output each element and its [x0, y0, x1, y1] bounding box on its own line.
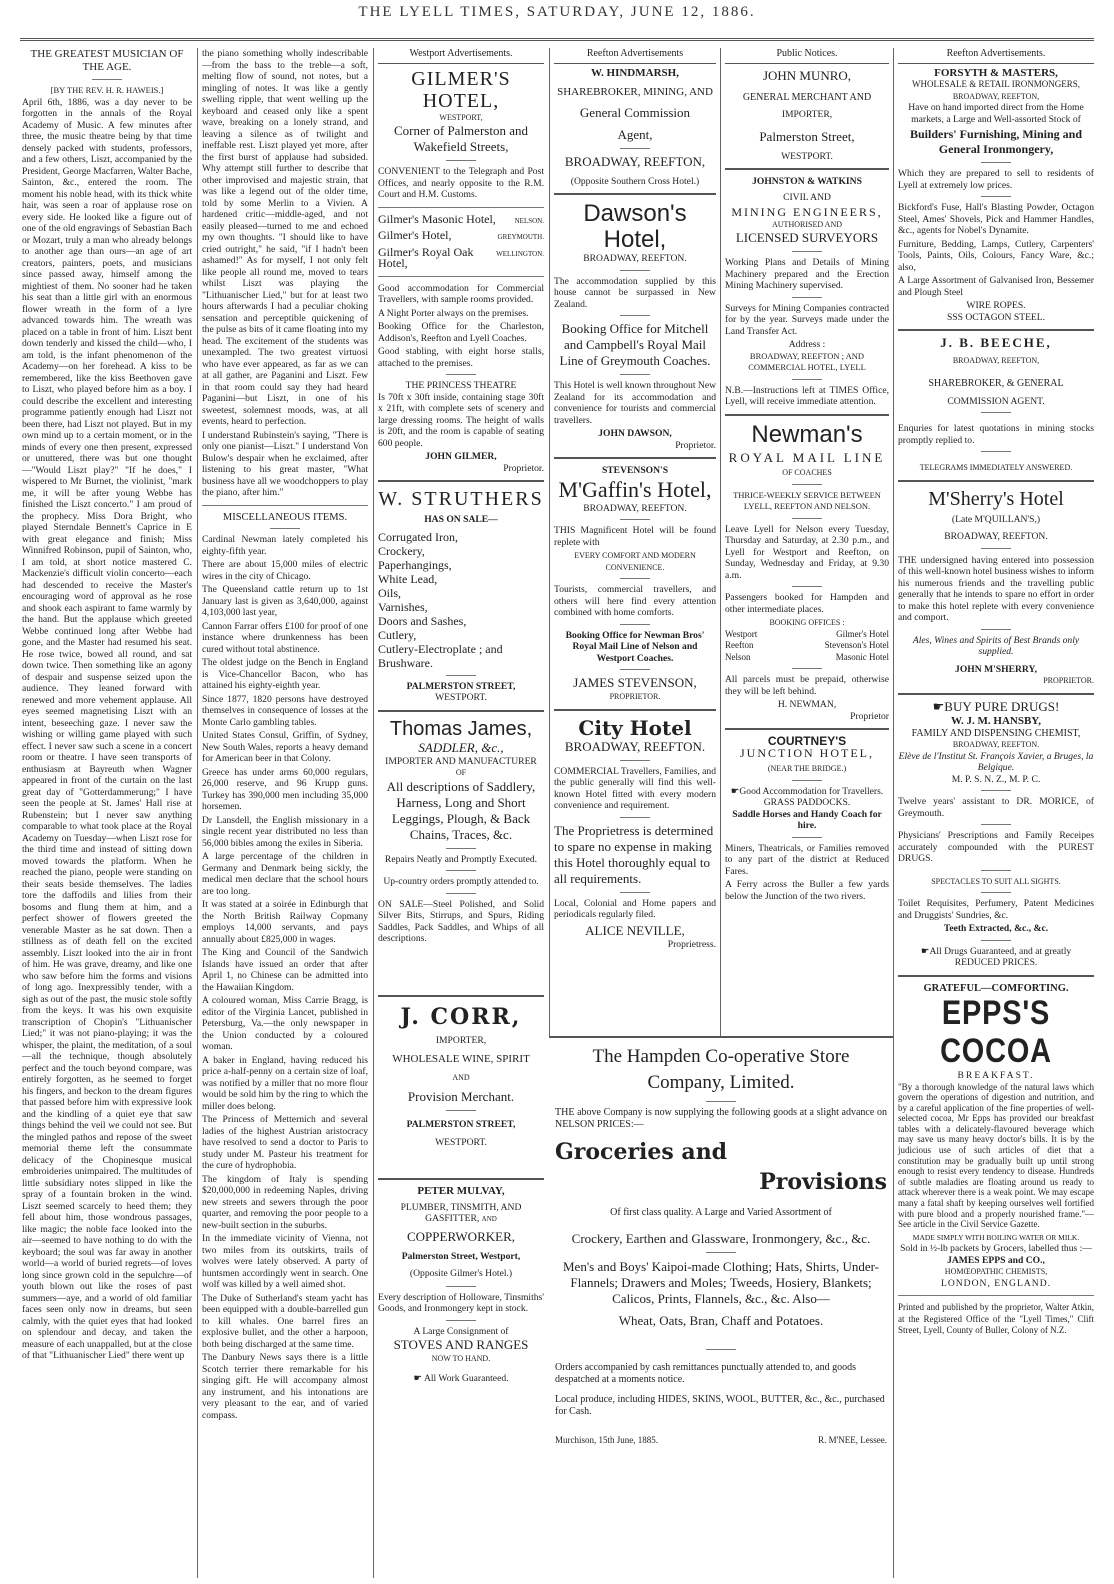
- hansby-title: W. J. M. HANSBY,: [951, 715, 1041, 727]
- beeche-body: Enquries for latest quotations in mining stocks promptly replied to.: [898, 423, 1094, 446]
- misc-item: A coloured woman, Miss Carrie Bragg, is editor of the Virginia Lancet, published in Petersburg, Va.—the only newspaper in the Union conducted by a coloured woman.: [202, 995, 368, 1052]
- epps-body: "By a thorough knowledge of the natural laws which govern the operations of digestion and nutrition, and by a careful application of the fine properties of well-selected cocoa, Mr Epps has provided our breakfast tables with a delicately-flavoured beverage which may save us many heavy doctor's bills. It is by the judicious use of such articles of diet that a constitution may be gradually built up until strong enough to resist every tendency to disease. Hundreds of subtle maladies are floating around us ready to attack wherever there is a weak point. We may escape many a fatal shaft by keeping ourselves well fortified with pure blood and a properly nourished frame."—See article in the Civil Service Gazette.: [898, 1081, 1094, 1230]
- hansby-top: [898, 698, 1094, 714]
- newman-line: OF COACHES: [782, 468, 832, 477]
- hindmarsh-addr: BROADWAY, REEFTON,: [564, 153, 706, 169]
- masthead-title: THE LYELL TIMES, SATURDAY, JUNE 12, 1886.: [358, 4, 756, 20]
- gilmer-body: CONVENIENT to the Telegraph and Post Offices, and nearly opposite to the R.M. Court and H.M. Customs.: [378, 166, 544, 200]
- hindmarsh-trade: SHAREBROKER, MINING, AND: [557, 86, 713, 98]
- mulvay-line: NOW TO HAND.: [431, 1354, 491, 1363]
- hansby-line: Elève de l'Institut St. François Xavier, a Bruges, la Belgique.: [898, 750, 1094, 773]
- misc-item: It was stated at a soirée in Edinburgh that the North British Railway Copmany employs 14,000 servants, and pays annually about £825,000 in wages.: [202, 899, 368, 945]
- james-body: All descriptions of Saddlery, Harness, Long and Short Leggings, Plough, & Back Chains, Traces, &c.: [386, 778, 536, 842]
- hansby-line: M. P. S. N. Z., M. P. C.: [951, 773, 1041, 785]
- pointing-hand-icon: ☛: [413, 1372, 423, 1384]
- reefton-ads-column: [554, 48, 717, 950]
- mulvay-role: COPPERWORKER,: [407, 1228, 515, 1244]
- munro-line: Palmerston Street,: [759, 128, 855, 144]
- office-hotel: Masonic Hotel: [835, 651, 889, 662]
- corr-title: J. CORR,: [400, 1003, 522, 1030]
- article-paragraph: the piano something wholly indescribable—from the bass to the treble—a soft, melting flow of sound, not notes, but a mingling of notes. It was like a gently swelling ripple, that went welling up the keyboard and ceased only like a spent wave, breaking on a lonely strand, and leaving a silence as of twilight and ineffable rest. Liszt played yet more, after the first burst of applause had subsided. Why attempt still further to describe that other improvised and majestic strain, that was like a legend out of the older time, told by some Merlin to a Vivien. A hardened critic—middle-aged, and not easily pleased—turned to me and echoed my own thoughts. "I should like to have cried outright," he said, "if I hadn't been ashamed!" As for myself, I not only felt like people all round me, moved to tears whilst Liszt was playing the "Lithuanischer Lied," but for at least two hours afterwards I had a peculiar choking sensation and perceptible quickening of the pulse as bits of it came floating into my head. The excitement of the students was unexampled. The two greatest virtuosi who have ever appeared, as far as we can at all gather, are Paganini and Liszt. Few in that room could say they had heard Paganini—but Liszt, in one of his sweetest, solemnest moods, was, at all events, heard to perfection.: [202, 48, 368, 427]
- misc-title: MISCELLANEOUS ITEMS.: [222, 511, 348, 523]
- dawson-booking: Booking Office for Mitchell and Campbell's Royal Mail Line of Greymouth Coaches.: [559, 321, 711, 368]
- epps-title: EPPS'S COCOA: [940, 994, 1052, 1070]
- msherry-body: THE undersigned having entered into possession of this well-known hotel business wishes to inform his numerous friends and the travelling public generally that he intends to spare no effort in order to make this hotel replete with every convenience and comport.: [898, 554, 1094, 623]
- mgaffin-body: THIS Magnificent Hotel will be found replete with: [554, 525, 716, 548]
- misc-item: The Danbury News says there is a little Scotch terrier there remarkable for his singing gift. He will accompany almost any instrument, and his intonations are very pleasant to the ear, and of varied compass.: [202, 1352, 368, 1421]
- courtney-line: (NEAR THE BRIDGE.): [767, 764, 847, 773]
- gilmer-branch: [378, 244, 544, 270]
- mulvay-trade: PLUMBER, TINSMITH, AND GASFITTER, and: [400, 1201, 522, 1224]
- corr-line: Provision Merchant.: [407, 1089, 515, 1104]
- struthers-item: Oils,: [378, 585, 402, 600]
- misc-item: There are about 15,000 miles of electric wires in the city of Chicago.: [202, 559, 368, 582]
- mgaffin-booking: Booking Office for Newman Bros' Royal Mail Line of Nelson and Westport Coaches.: [565, 629, 705, 664]
- mgaffin-sign: JAMES STEVENSON,: [573, 675, 697, 690]
- johnston-line: MINING ENGINEERS,: [731, 205, 883, 219]
- courtney-line: Good Accommodation for Travellers.: [739, 785, 884, 797]
- courtney-accomm: [725, 786, 889, 798]
- james-line: IMPORTER AND MANUFACTURER: [385, 755, 537, 767]
- james-sale: ON SALE—Steel Polished, and Solid Silver Bits, Stirrups, and Spurs, Riding Saddles, Pack Saddles, and Whips of all descriptions.: [378, 898, 544, 944]
- hansby-line: SPECTACLES TO SUIT ALL SIGHTS.: [931, 876, 1061, 886]
- booking-office-row: [725, 652, 889, 664]
- misc-item: The Queensland cattle return up to 1st January last is given as 3,640,000, against 4,103,000 last year,: [202, 584, 368, 618]
- courtney-line: GRASS PADDOCKS.: [763, 797, 851, 808]
- msherry-sign: JOHN M'SHERRY,: [955, 663, 1037, 675]
- james-line: OF: [455, 768, 467, 777]
- newman-offices-title: BOOKING OFFICES :: [769, 618, 845, 627]
- courtney-line: Saddle Horses and Handy Coach for hire.: [732, 808, 882, 831]
- hansby-guarantee: [898, 946, 1094, 969]
- gilmer-text: Good accommodation for Commercial Travellers, with sample rooms provided.: [378, 282, 544, 305]
- epps-line: Sold in ½-lb packets by Grocers, labelled thus :—: [900, 1243, 1092, 1255]
- article-column-1: [22, 48, 192, 1578]
- article-title: THE GREATEST MUSICIAN OF THE AGE.: [30, 48, 184, 73]
- johnston-line: LICENSED SURVEYORS: [735, 230, 879, 245]
- hansby-body: Twelve years' assistant to DR. MORICE, of Greymouth.: [898, 796, 1094, 819]
- column-header: Westport Advertisements.: [378, 48, 544, 64]
- munro-line: IMPORTER,: [781, 109, 833, 120]
- msherry-title: M'Sherry's Hotel: [928, 487, 1064, 510]
- hampden-heading: Provisions: [759, 1169, 887, 1195]
- misc-item: A large percentage of the children in Germany and Denmark being sickly, the medical men declare that the school hours are too long.: [202, 851, 368, 897]
- struthers-item: Crockery,: [378, 543, 425, 558]
- mulvay-body: Every description of Holloware, Tinsmiths' Goods, and Ironmongery kept in stock.: [378, 1291, 544, 1314]
- corr-town: WESTPORT.: [435, 1136, 487, 1148]
- struthers-sub: HAS ON SALE—: [424, 514, 498, 525]
- hindmarsh-line: General Commission: [579, 104, 691, 120]
- branch-name: Gilmer's Royal Oak Hotel,: [378, 244, 474, 270]
- hindmarsh-line: Agent,: [617, 126, 653, 142]
- forsyth-line: Builders' Furnishing, Mining and General Ironmongery,: [909, 127, 1083, 156]
- mulvay-opp: (Opposite Gilmer's Hotel.): [409, 1268, 513, 1279]
- city-role: Proprietress.: [667, 938, 716, 950]
- theatre-body: Is 70ft x 30ft inside, containing stage 30ft x 21ft, with complete sets of scenery and large dressing rooms. The height of walls is 20ft, and the room is capable of seating 600 people.: [378, 391, 544, 449]
- struthers-town: WESTPORT.: [435, 692, 487, 703]
- newman-sign: H. NEWMAN,: [777, 699, 837, 710]
- misc-item: The oldest judge on the Bench in England is Vice-Chancellor Bacon, who has attained his eighty-eighth year.: [202, 657, 368, 691]
- city-body: Local, Colonial and Home papers and periodicals regularly filed.: [554, 897, 716, 920]
- forsyth-body: Which they are prepared to sell to residents of Lyell at extremely low prices.: [898, 168, 1094, 191]
- hampden-line: Men's and Boys' Kaipoi-made Clothing; Hats, Shirts, Under-Flannels; Drawers and Moles; Tweeds, Hosiery, Blankets; Calicos, Prints, Flannels, &c., &c. Also—: [562, 1259, 880, 1306]
- forsyth-line: SSS OCTAGON STEEL.: [946, 311, 1046, 323]
- struthers-item: Doors and Sashes,: [378, 613, 467, 628]
- hampden-line: Of first class quality. A Large and Varied Assortment of: [610, 1207, 832, 1218]
- misc-item: Cardinal Newman lately completed his eighty-fifth year.: [202, 534, 368, 557]
- johnston-line: AUTHORISED AND: [772, 219, 842, 229]
- office-town: Nelson: [725, 651, 751, 662]
- gilmer-hotel-title: GILMER'S HOTEL,: [411, 67, 511, 112]
- newman-title: Newman's: [751, 420, 863, 448]
- pointing-hand-icon: ☛: [730, 785, 740, 797]
- misc-item: Since 1877, 1820 persons have destroyed themselves in consequence of losses at the Monte Carlo gambling tables.: [202, 693, 368, 728]
- public-notices-column: [725, 48, 889, 902]
- corr-role: IMPORTER,: [435, 1034, 487, 1046]
- forsyth-line: WHOLESALE & RETAIL IRONMONGERS,: [912, 79, 1080, 89]
- james-trade: SADDLER, &c.,: [418, 739, 504, 755]
- struthers-item: White Lead,: [378, 571, 438, 586]
- struthers-item: Brushware.: [378, 655, 433, 670]
- gilmer-branch: [378, 230, 544, 244]
- beeche-line: BROADWAY, REEFTON,: [952, 355, 1040, 365]
- mulvay-title: PETER MULVAY,: [417, 1185, 505, 1197]
- epps-line: BREAKFAST.: [957, 1070, 1035, 1081]
- gilmer-place: WESTPORT,: [439, 112, 483, 122]
- city-sign: ALICE NEVILLE,: [585, 922, 685, 938]
- city-hotel-title: City Hotel: [578, 715, 692, 740]
- hampden-title: The Hampden Co-operative Store Company, Limited.: [592, 1046, 850, 1093]
- forsyth-line: BROADWAY, REEFTON,: [952, 91, 1040, 101]
- mgaffin-body: Tourists, commercial travellers, and others will here find every attention combined with home comforts.: [554, 584, 716, 618]
- mulvay-street: Palmerston Street, Westport,: [401, 1250, 521, 1262]
- forsyth-body: Bickford's Fuse, Hall's Blasting Powder, Octagon Steel, Ames' Shovels, Pick and Hammer Handles, &c., agents for Nobel's Dynamite.: [898, 202, 1094, 236]
- beeche-line: SHAREBROKER, & GENERAL: [928, 378, 1064, 389]
- dawson-body: The accommodation supplied by this house cannot be surpassed in New Zealand.: [554, 275, 716, 310]
- struthers-item: Paperhangings,: [378, 557, 452, 572]
- johnston-nb: N.B.—Instructions left at TIMES Office, Lyell, will receive immediate attention.: [725, 384, 889, 407]
- courtney-body: A Ferry across the Buller a few yards below the Junction of the two rivers.: [725, 879, 889, 902]
- misc-item: The kingdom of Italy is spending $20,000,000 in redeeming Naples, driving new streets and sewers through the poor quarter, and removing the poor people to a new-built section in the suburbs.: [202, 1173, 368, 1231]
- newman-line: THRICE-WEEKLY SERVICE BETWEEN LYELL, REEFTON AND NELSON.: [733, 489, 881, 511]
- hindmarsh-opp: (Opposite Southern Cross Hotel.): [570, 175, 700, 187]
- misc-item: The King and Council of the Sandwich Islands have issued an order that after April 1, no Chinese can be admitted into the Hawaiian Kingdom.: [202, 947, 368, 993]
- office-town: Westport: [725, 628, 758, 639]
- hindmarsh-title: W. HINDMARSH,: [591, 66, 679, 79]
- corr-line: AND: [452, 1072, 470, 1082]
- hansby-line: Teeth Extracted, &c., &c.: [943, 923, 1049, 934]
- beeche-line: COMMISSION AGENT.: [947, 395, 1045, 407]
- hampden-line: Wheat, Oats, Bran, Chaff and Potatoes.: [618, 1313, 824, 1328]
- munro-line: WESTPORT.: [781, 150, 833, 162]
- misc-item: In the immediate vicinity of Vienna, not two miles from its outskirts, trails of wolves were lately observed. A party of huntsmen accordingly went in search. One wolf was killed by a well aimed shot.: [202, 1233, 368, 1290]
- pointing-hand-icon: ☛: [932, 698, 945, 714]
- dawson-sign: JOHN DAWSON,: [598, 428, 672, 439]
- office-hotel: Stevenson's Hotel: [824, 640, 889, 650]
- masthead-rule: [20, 38, 1094, 41]
- struthers-title: W. STRUTHERS: [378, 488, 544, 510]
- misc-item: Greece has under arms 60,000 regulars, 26,000 reserve, and 96 Krupp guns. Turkey has 390,000 men including 35,000 horsemen.: [202, 766, 368, 812]
- article-byline: [BY THE REV. H. R. HAWEIS.]: [50, 85, 164, 95]
- office-town: Reefton: [725, 640, 754, 650]
- misc-items: [202, 534, 368, 1421]
- james-country: Up-country orders promptly attended to.: [383, 876, 539, 887]
- dawson-body: This Hotel is well known throughout New Zealand for its accommodation and convenience for tourists and commercial travellers.: [554, 380, 717, 426]
- epps-line: JAMES EPPS and CO.,: [947, 1254, 1045, 1266]
- misc-item: A baker in England, having reduced his price a-half-penny on a certain size of loaf, was notified by a miller that no more flour would be sold him by the ring to which the miller does belong.: [202, 1054, 368, 1112]
- msherry-role: PROPRIETOR.: [1043, 676, 1094, 685]
- struthers-item: Cutlery-Electroplate ; and: [378, 641, 503, 656]
- struthers-street: PALMERSTON STREET,: [406, 680, 516, 692]
- courtney-body: Miners, Theatricals, or Families removed to any part of the district at Reduced Fares.: [725, 842, 889, 877]
- forsyth-title: FORSYTH & MASTERS,: [934, 66, 1058, 79]
- mulvay-guarantee: [378, 1373, 544, 1385]
- struthers-items: [378, 530, 544, 670]
- hansby-line: FAMILY AND DISPENSING CHEMIST,: [911, 727, 1081, 739]
- column-header: Reefton Advertisements: [554, 48, 716, 64]
- reefton-ads-column-right: [898, 48, 1094, 1578]
- newman-role: Proprietor: [850, 710, 889, 722]
- hampden-lessee: R. M'NEE, Lessee.: [818, 1435, 887, 1445]
- beeche-line: TELEGRAMS IMMEDIATELY ANSWERED.: [919, 463, 1073, 472]
- office-hotel: Gilmer's Hotel: [836, 628, 889, 639]
- johnston-body: Working Plans and Details of Mining Machinery prepared and the Erection Mining Machinery supervised.: [725, 257, 889, 291]
- branch-town: GREYMOUTH.: [497, 233, 544, 241]
- theatre-title: THE PRINCESS THEATRE: [405, 380, 517, 391]
- booking-office-row: [725, 629, 889, 641]
- struthers-item: Cutlery,: [378, 627, 417, 642]
- msherry-line: (Late M'QUILLAN'S,): [951, 513, 1041, 525]
- hansby-line: BUY PURE DRUGS!: [944, 698, 1060, 714]
- newman-body: Passengers booked for Hampden and other intermediate places.: [725, 592, 889, 615]
- imprint: Printed and published by the proprietor, Walter Atkin, at the Registered Office of the "Lyell Times," Clift Street, Lyell, County of Buller, Colony of N.Z.: [898, 1302, 1094, 1336]
- dawson-title: Dawson's Hotel,: [583, 200, 687, 253]
- column-header: Public Notices.: [725, 48, 889, 64]
- courtney-title: COURTNEY'S: [767, 734, 847, 748]
- courtney-line: JUNCTION HOTEL,: [740, 745, 874, 760]
- newman-parcels: All parcels must be prepaid, otherwise they will be left behind.: [725, 674, 889, 697]
- mgaffin-title: M'Gaffin's Hotel,: [558, 476, 712, 502]
- misc-item: The Duke of Sutherland's steam yacht has been equipped with a double-barrelled gun to kill whales. One barrel fires an explosive bullet, and the other a harpoon, both being discharged at the same time.: [202, 1292, 368, 1350]
- branch-name: Gilmer's Masonic Hotel,: [378, 211, 496, 226]
- branch-name: Gilmer's Hotel,: [378, 228, 452, 242]
- article-paragraph: I understand Rubinstein's saying, "There is only one pianist—Liszt." I understand Von Bulow's despair when he exclaimed, after listening to his great master, "What business have all we woodchoppers to play the piano, after him.": [202, 429, 368, 498]
- booking-offices: [725, 629, 889, 664]
- mgaffin-top: STEVENSON'S: [601, 465, 669, 476]
- dawson-addr: BROADWAY, REEFTON.: [583, 253, 687, 264]
- epps-top: GRATEFUL—COMFORTING.: [923, 982, 1069, 994]
- forsyth-body: Furniture, Bedding, Lamps, Cutlery, Carpenters' Tools, Paints, Oils, Colours, Fancy Ware, &c.; also,: [898, 238, 1094, 273]
- forsyth-line: WIRE ROPES.: [966, 300, 1026, 311]
- column-header: Reefton Advertisements.: [898, 48, 1094, 64]
- beeche-title: J. B. BEECHE,: [940, 335, 1052, 350]
- epps-line: MADE SIMPLY WITH BOILING WATER OR MILK.: [912, 1232, 1080, 1242]
- hansby-body: Physicians' Prescriptions and Family Receipes accurately compounded with the PUREST DRUGS.: [898, 830, 1094, 864]
- munro-trade: GENERAL MERCHANT AND: [742, 91, 872, 103]
- hansby-line: BROADWAY, REEFTON.: [952, 740, 1040, 749]
- gilmer-address: Corner of Palmerston and Wakefield Streets,: [394, 123, 528, 154]
- munro-title: JOHN MUNRO,: [762, 67, 852, 83]
- masthead: [0, 4, 1114, 42]
- newman-line: ROYAL MAIL LINE: [728, 449, 886, 465]
- column-rule: [197, 48, 198, 1578]
- dawson-role: Proprietor.: [675, 439, 716, 451]
- james-title: Thomas James,: [389, 717, 533, 740]
- gilmer-branch: [378, 211, 544, 228]
- branch-town: WELLINGTON.: [496, 249, 544, 258]
- james-repairs: Repairs Neatly and Promptly Executed.: [384, 853, 538, 865]
- misc-item: Cannon Farrar offers £100 for proof of one instance where drunkenness has been cured without total abstinence.: [202, 620, 368, 655]
- mgaffin-conv: EVERY COMFORT AND MODERN CONVENIENCE.: [574, 551, 696, 572]
- gilmer-text: Booking Office for the Charleston, Addison's, Reefton and Lyell Coaches.: [378, 321, 544, 344]
- hansby-line: All Drugs Guaranteed, and at greatly REDUCED PRICES.: [929, 945, 1072, 968]
- theatre-role: Proprietor.: [503, 462, 544, 474]
- pointing-hand-icon: ☛: [920, 945, 930, 957]
- corr-street: PALMERSTON STREET,: [406, 1119, 516, 1130]
- mulvay-line: A Large Consignment of: [413, 1325, 509, 1337]
- misc-item: United States Consul, Griffin, of Sydney, New South Wales, reports a heavy demand for American beer in that Colony.: [202, 730, 368, 764]
- forsyth-body: A Large Assortment of Galvanised Iron, Bessemer and Plough Steel: [898, 275, 1094, 298]
- misc-item: The Princess of Metternich and several ladies of the highest Austrian aristocracy have resolved to send a doctor to Paris to study under M. Pasteur his treatment for the cure of hydrophobia.: [202, 1114, 368, 1171]
- johnston-body: Surveys for Mining Companies contracted for by the year. Surveys made under the Land Transfer Act.: [725, 302, 889, 337]
- hampden-line: Crockery, Earthen and Glassware, Ironmongery, &c., &c.: [571, 1231, 871, 1246]
- city-body: COMMERCIAL Travellers, Families, and the public generally will find this well-known Hotel fitted with every modern convenience and requirement.: [554, 765, 716, 811]
- hampden-footer: [555, 1434, 887, 1446]
- hampden-date: Murchison, 15th June, 1885.: [555, 1435, 658, 1445]
- city-addr: BROADWAY, REEFTON.: [564, 738, 706, 754]
- epps-line: LONDON, ENGLAND.: [940, 1277, 1052, 1289]
- mulvay-line: All Work Guaranteed.: [423, 1372, 509, 1384]
- branch-town: NELSON.: [514, 216, 544, 225]
- msherry-line: Ales, Wines and Spirits of Best Brands only supplied.: [912, 634, 1080, 657]
- hampden-line: Local produce, including HIDES, SKINS, WOOL, BUTTER, &c., &c., purchased for Cash.: [555, 1394, 885, 1417]
- hampden-store-ad: [549, 1036, 893, 1582]
- hampden-intro: THE above Company is now supplying the following goods at a slight advance on NELSON PRICES:—: [555, 1107, 887, 1130]
- corr-line: WHOLESALE WINE, SPIRIT: [392, 1053, 530, 1065]
- article-paragraph: April 6th, 1886, was a day never to be forgotten in the annals of the Royal Academy of Music. A few minutes after three, the music theatre being by that time densely packed with students, professors, and a few others, Liszt, accompanied by the President, George Macfarren, Walter Bache, Sainton, &c., entered the room. The moment his noble head, with its thick white hair, was seen a roar of applause rose on every side. He looked like a figure out of one of the old engravings of Sebastian Bach or Mozart, truly a man who already belongs to another age than ours—an age of art creators, painters, poets, and musicians since passed away, himself among the mightiest of them. No sooner had he taken his seat than a little girl with an enormous flower wreath in the form of a lyre advanced towards him. The wreath was placed on a table in front of him. Liszt bent down tenderly and kissed the child—who, I am told, is the infant phenomenon of the Academy—on her forehead. A kiss to be remembered, like the kiss Beethoven gave to Liszt, who played before him as a boy. I could describe the excellent and interesting programme patiently enough had Liszt not been there, had Liszt not played. But in my own mind up to a certain moment, or in the minds of every one then present, expressed or unuttered, there was but one thought—"Would Liszt play?" "If he does," I wispered to Mr Burnet, the violinist, "mark me, it will be after young Webbe has finished the Liszt concerto." I am proud of the prophecy. Miss Dora Bright, who played Sterndale Bennett's Caprice in E with great elegance and finish; Miss Winnifred Robinson, pupil of Sainton, who, I am told, at short notice mastered C. Mackenzie's difficult violin concerto—each had descended to receive the Master's encouraging word of approval as he rose and shook each aspirant to fame warmly by the hand. But the applause which greeted Webbe continued long after Webbe had gone, and the Master had resumed his seat. He rose twice, bowed all round, and sat down twice. Then something like an agony of despair and suspense seized upon the audience. They leaned forward with renewed and more vehement applause. All eyes seemed magnetising Liszt with an intent, beseeching gaze. I never saw the wishing or willing game played with such effect. I never saw such a scene in a concert room or theatre. I have seen transports of enthusiasm at Bayreuth when Wagner appeared in front of the curtain on the last great day of "Gotterdammerung;" I have seen the people at St. James' Hall rise at Rubenstein; but I never saw anything comparable to what took place at the Royal Academy on Tuesday—when Liszt rose for the third time and instead of sitting down moved towards the platform. When he reached the piano, people were standing on their seats beside themselves. The ladies tore the daffodils and lilies from their bosoms and flung them at him, and a perfect shower of flowers greeted the venerable Master as he sat down. Then a stillness as of death fell on the excited assembly. Liszt looked into the air in front of him. He was grave, dreamy, and like one who saw before him the forms and visions of long ago. Inexpressibly tender, with a sigh as out of the past, the music stole softly from the keys. It was his own exquisite transcription of Chopin's "Lithuanischer Lied;" it was not piano-playing; it was the whisper, the plaint, the meditation, of a soul—all the technique, though absolutely perfect and the touch beyond compare, was entirely forgotten, as he seemed to forget his fingers, and beckon to the dream figures that passed before him with expressive look and the kindling of a quiet eye that saw things behind the veil we could not see. But the mingled pathos and repose of the sweet memorial theme left the consummate delicacy of the Chopinesque musical embroideries unimpaired. The multitudes of little subsidiary notes slipped in like the spray of a fountain broken in the wind. Liszt seemed scarcely to heed them; they fell about him, those wondrous passages, like magic; the noble face looked into the air—seemed to have nothing to do with the keyboard; the soul was far away in another world—a world of buried regrets—of loves long since grown cold in the sepulchre—of youth blown out like the roses of past summers—aye, and a world of old familiar faces seen only now in dreams, but seen calmly, with the quiet eyes that had looked on splendour and decay, and taken the measure of each unappalled, but at the close of that "Lithuanischer Lied" there went up: [22, 96, 193, 1361]
- mgaffin-addr: BROADWAY, REEFTON.: [583, 502, 687, 514]
- struthers-item: Varnishes,: [378, 599, 428, 614]
- theatre-sign: JOHN GILMER,: [425, 451, 497, 462]
- hansby-body: Toilet Requisites, Perfumery, Patent Medicines and Druggists' Sundries, &c.: [898, 898, 1094, 921]
- mgaffin-role: PROPRIETOR.: [609, 692, 661, 701]
- gilmer-text: Good stabling, with eight horse stalls, attached to the premises.: [378, 346, 544, 369]
- article-column-2: [202, 48, 368, 1578]
- msherry-line: BROADWAY, REEFTON.: [944, 531, 1048, 542]
- westport-ads-column: [378, 48, 544, 1578]
- johnston-line: CIVIL AND: [783, 191, 831, 203]
- gilmer-text: A Night Porter always on the premises.: [378, 307, 529, 319]
- hampden-heading: Groceries and: [555, 1139, 728, 1165]
- booking-office-row: [725, 640, 889, 652]
- epps-line: HOMŒOPATHIC CHEMISTS,: [944, 1267, 1048, 1277]
- newman-body: Leave Lyell for Nelson every Tuesday, Thursday and Saturday, at 2.30 p.m., and Lyell for Westport and Reefton, on Sunday, Wednesday and Friday, at 9.30 a.m.: [725, 523, 889, 581]
- hampden-line: Orders accompanied by cash remittances punctually attended to, and goods despatched at a moments notice.: [555, 1362, 857, 1385]
- gilmer-branches: [378, 211, 544, 270]
- johnston-addr-label: Address :: [788, 339, 826, 350]
- forsyth-body: Have on hand imported direct from the Home markets, a Large and Well-assorted Stock of: [908, 102, 1084, 125]
- city-body: The Proprietress is determined to spare no expense in making this Hotel thoroughly equal to all requirements.: [554, 822, 714, 886]
- column-rule: [893, 48, 894, 1578]
- mulvay-line: STOVES AND RANGES: [393, 1337, 529, 1352]
- johnston-addr: BROADWAY, REEFTON ; AND COMMERCIAL HOTEL, LYELL: [748, 350, 866, 372]
- column-rule: [373, 48, 374, 1578]
- misc-item: Dr Lansdell, the English missionary in a single recent year distributed no less than 56,000 bibles among the exiles in Siberia.: [202, 814, 368, 849]
- struthers-item: Corrugated Iron,: [378, 529, 458, 544]
- johnston-title: JOHNSTON & WATKINS: [752, 176, 862, 187]
